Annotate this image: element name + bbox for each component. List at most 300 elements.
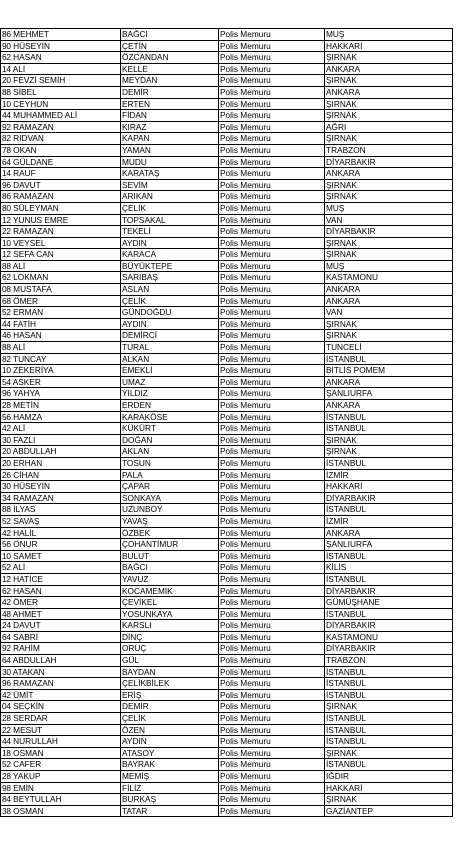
first-name: VEYSEL [13, 237, 46, 248]
surname-cell: ERİŞ [121, 689, 219, 701]
first-name: SÜLEYMAN [13, 202, 59, 213]
surname-cell: YAMAN [121, 144, 219, 156]
surname-cell: DEMİR [121, 86, 219, 98]
row-number: 26 [2, 469, 11, 480]
row-number: 08 [2, 284, 11, 295]
title-cell: Polis Memuru [219, 168, 325, 180]
surname-cell: ÇELİK [121, 202, 219, 214]
city-cell: İSTANBUL [325, 550, 453, 562]
table-row [1, 736, 453, 748]
title-cell: Polis Memuru [219, 736, 325, 748]
name-cell [1, 75, 121, 87]
table-row [1, 771, 453, 783]
name-cell [1, 805, 121, 817]
city-cell: İSTANBUL [325, 504, 453, 516]
first-name: ASKER [12, 376, 41, 387]
table-row [1, 620, 453, 632]
surname-cell: BULUT [121, 550, 219, 562]
city-cell: İSTANBUL [325, 608, 453, 620]
table-row [1, 307, 453, 319]
table-row [1, 446, 453, 458]
city-cell: ANKARA [325, 63, 453, 75]
row-number: 28 [2, 713, 11, 724]
city-cell: HAKKARİ [325, 782, 453, 794]
name-cell [1, 121, 121, 133]
row-number: 88 [2, 260, 11, 271]
city-cell: MUŞ [325, 29, 453, 41]
title-cell: Polis Memuru [219, 400, 325, 412]
surname-cell: MUDU [121, 156, 219, 168]
title-cell: Polis Memuru [219, 226, 325, 238]
city-cell: ANKARA [325, 86, 453, 98]
city-cell: GÜMÜŞHANE [325, 597, 453, 609]
first-name: NURULLAH [13, 736, 58, 747]
name-cell [1, 736, 121, 748]
first-name: RIDVAN [13, 133, 44, 144]
name-cell [1, 492, 121, 504]
city-cell: DİYARBAKIR [325, 156, 453, 168]
first-name: ERMAN [13, 307, 44, 318]
city-cell: İSTANBUL [325, 736, 453, 748]
table-row [1, 434, 453, 446]
city-cell: İSTANBUL [325, 689, 453, 701]
table-row [1, 481, 453, 493]
name-cell [1, 446, 121, 458]
title-cell: Polis Memuru [219, 191, 325, 203]
row-number: 10 [2, 98, 11, 109]
city-cell: DİYARBAKIR [325, 492, 453, 504]
surname-cell: KÜKÜRT [121, 423, 219, 435]
name-cell [1, 133, 121, 145]
city-cell: TRABZON [325, 655, 453, 667]
title-cell: Polis Memuru [219, 52, 325, 64]
city-cell: ANKARA [325, 284, 453, 296]
surname-cell: ÇELİK [121, 713, 219, 725]
row-number: 62 [2, 52, 11, 63]
name-cell [1, 63, 121, 75]
title-cell: Polis Memuru [219, 295, 325, 307]
first-name: SİBEL [13, 86, 37, 97]
table-row [1, 202, 453, 214]
table-row [1, 631, 453, 643]
title-cell: Polis Memuru [219, 724, 325, 736]
name-cell [1, 226, 121, 238]
surname-cell: YAVUZ [121, 573, 219, 585]
table-row [1, 562, 453, 574]
row-number: 52 [2, 307, 11, 318]
row-number: 46 [2, 330, 11, 341]
table-row [1, 689, 453, 701]
table-row [1, 365, 453, 377]
table-row [1, 794, 453, 806]
row-number: 54 [2, 376, 11, 387]
name-cell [1, 144, 121, 156]
row-number: 42 [2, 527, 11, 538]
name-cell [1, 713, 121, 725]
title-cell: Polis Memuru [219, 643, 325, 655]
city-cell: MUŞ [325, 202, 453, 214]
first-name: CAFER [13, 759, 42, 770]
row-number: 62 [2, 272, 11, 283]
city-cell: ŞIRNAK [325, 133, 453, 145]
title-cell: Polis Memuru [219, 492, 325, 504]
name-cell [1, 585, 121, 597]
city-cell: İSTANBUL [325, 411, 453, 423]
personnel-table [0, 28, 453, 817]
city-cell: ŞANLIURFA [325, 388, 453, 400]
surname-cell: YILDIZ [121, 388, 219, 400]
title-cell: Polis Memuru [219, 550, 325, 562]
name-cell [1, 747, 121, 759]
table-row [1, 156, 453, 168]
table-row [1, 86, 453, 98]
surname-cell: ERDEN [121, 400, 219, 412]
row-number: 30 [2, 481, 11, 492]
table-row [1, 237, 453, 249]
title-cell: Polis Memuru [219, 284, 325, 296]
title-cell: Polis Memuru [219, 504, 325, 516]
surname-cell: SEVİM [121, 179, 219, 191]
row-number: 22 [2, 226, 11, 237]
surname-cell: KOCAMEMİK [121, 585, 219, 597]
title-cell: Polis Memuru [219, 179, 325, 191]
surname-cell: MEYDAN [121, 75, 219, 87]
table-row [1, 411, 453, 423]
table-row [1, 759, 453, 771]
city-cell: TRABZON [325, 144, 453, 156]
row-number: 44 [2, 736, 11, 747]
row-number: 28 [2, 400, 11, 410]
table-row [1, 527, 453, 539]
first-name: RAMAZAN [13, 678, 54, 689]
name-cell [1, 562, 121, 574]
first-name: RAMAZAN [13, 121, 54, 132]
row-number: 20 [2, 75, 11, 86]
table-row [1, 330, 453, 342]
table-row [1, 121, 453, 133]
surname-cell: BÜYÜKTEPE [121, 260, 219, 272]
row-number: 56 [2, 539, 11, 550]
surname-cell: BURKAŞ [121, 794, 219, 806]
name-cell [1, 376, 121, 388]
table-row [1, 52, 453, 64]
table-row [1, 214, 453, 226]
first-name: CİHAN [13, 469, 39, 480]
name-cell [1, 400, 121, 412]
city-cell: ŞIRNAK [325, 52, 453, 64]
first-name: ATAKAN [12, 666, 45, 677]
name-cell [1, 156, 121, 168]
row-number: 92 [2, 643, 11, 654]
table-row [1, 144, 453, 156]
table-row [1, 585, 453, 597]
city-cell: DİYARBAKIR [325, 643, 453, 655]
name-cell [1, 631, 121, 643]
surname-cell: ÇEVİKEL [121, 597, 219, 609]
first-name: AHMET [12, 608, 42, 619]
table-row [1, 469, 453, 481]
title-cell: Polis Memuru [219, 40, 325, 52]
city-cell: İSTANBUL [325, 724, 453, 736]
row-number: 78 [2, 144, 11, 155]
title-cell: Polis Memuru [219, 782, 325, 794]
surname-cell: UZUNBOY [121, 504, 219, 516]
row-number: 96 [2, 678, 11, 689]
first-name: ALİ [12, 260, 26, 271]
city-cell: ŞIRNAK [325, 330, 453, 342]
surname-cell: DEMİR [121, 701, 219, 713]
surname-cell: YOSUNKAYA [121, 608, 219, 620]
name-cell [1, 179, 121, 191]
title-cell: Polis Memuru [219, 771, 325, 783]
surname-cell: ÇAPAR [121, 481, 219, 493]
row-number: 96 [2, 388, 11, 399]
title-cell: Polis Memuru [219, 307, 325, 319]
name-cell [1, 40, 121, 52]
surname-cell: ALKAN [121, 353, 219, 365]
name-cell [1, 504, 121, 516]
name-cell [1, 388, 121, 400]
row-number: 20 [2, 457, 11, 468]
surname-cell: ASLAN [121, 284, 219, 296]
surname-cell: KAPAN [121, 133, 219, 145]
title-cell: Polis Memuru [219, 631, 325, 643]
city-cell: ANKARA [325, 295, 453, 307]
surname-cell: ERTEN [121, 98, 219, 110]
name-cell [1, 202, 121, 214]
row-number: 82 [2, 133, 11, 144]
city-cell: AĞRI [325, 121, 453, 133]
table-row [1, 179, 453, 191]
first-name: SAVAŞ [13, 515, 40, 526]
first-name: MUHAMMED ALİ [13, 110, 78, 121]
surname-cell: ÖZBEK [121, 527, 219, 539]
first-name: METİN [13, 400, 39, 410]
row-number: 42 [2, 597, 11, 608]
title-cell: Polis Memuru [219, 527, 325, 539]
row-number: 64 [2, 655, 11, 666]
surname-cell: ATASOY [121, 747, 219, 759]
name-cell [1, 678, 121, 690]
row-number: 52 [2, 759, 11, 770]
title-cell: Polis Memuru [219, 29, 325, 41]
surname-cell: KIRAZ [121, 121, 219, 133]
table-row [1, 515, 453, 527]
first-name: ÖMER [13, 295, 39, 306]
first-name: HASAN [13, 585, 42, 596]
first-name: ZEKERİYA [13, 365, 54, 376]
first-name: SEFA CAN [13, 249, 54, 260]
city-cell: İSTANBUL [325, 713, 453, 725]
first-name: TUNCAY [13, 353, 47, 364]
first-name: FATİH [13, 318, 37, 329]
title-cell: Polis Memuru [219, 608, 325, 620]
row-number: 82 [2, 353, 11, 364]
surname-cell: BAYDAN [121, 666, 219, 678]
row-number: 64 [2, 631, 11, 642]
city-cell: ŞIRNAK [325, 191, 453, 203]
row-number: 14 [2, 63, 11, 74]
first-name: CEYHUN [13, 98, 49, 109]
personnel-table-body [1, 29, 453, 817]
row-number: 52 [2, 562, 11, 573]
title-cell: Polis Memuru [219, 411, 325, 423]
title-cell: Polis Memuru [219, 678, 325, 690]
title-cell: Polis Memuru [219, 423, 325, 435]
city-cell: ANKARA [325, 168, 453, 180]
first-name: MEHMET [13, 29, 50, 39]
surname-cell: ORUÇ [121, 643, 219, 655]
table-row [1, 782, 453, 794]
title-cell: Polis Memuru [219, 260, 325, 272]
surname-cell: PALA [121, 469, 219, 481]
row-number: 30 [2, 434, 11, 445]
first-name: OSMAN [13, 747, 44, 758]
surname-cell: BAĞCI [121, 562, 219, 574]
table-row [1, 747, 453, 759]
surname-cell: KELLE [121, 63, 219, 75]
table-row [1, 133, 453, 145]
table-row [1, 713, 453, 725]
name-cell [1, 724, 121, 736]
first-name: MESUT [13, 724, 43, 735]
first-name: RAMAZAN [13, 226, 54, 237]
city-cell: ŞIRNAK [325, 98, 453, 110]
city-cell: İSTANBUL [325, 666, 453, 678]
city-cell: ŞIRNAK [325, 110, 453, 122]
first-name: ABDULLAH [12, 446, 57, 457]
title-cell: Polis Memuru [219, 365, 325, 377]
name-cell [1, 423, 121, 435]
row-number: 88 [2, 504, 11, 515]
first-name: ALİ [12, 342, 26, 353]
first-name: ALİ [12, 423, 26, 434]
first-name: ALİ [12, 63, 26, 74]
row-number: 24 [2, 620, 11, 631]
city-cell: İZMİR [325, 515, 453, 527]
row-number: 64 [2, 156, 11, 167]
surname-cell: ARIKAN [121, 191, 219, 203]
surname-cell: BAYRAK [121, 759, 219, 771]
title-cell: Polis Memuru [219, 701, 325, 713]
city-cell: KASTAMONU [325, 631, 453, 643]
table-row [1, 272, 453, 284]
name-cell [1, 701, 121, 713]
name-cell [1, 620, 121, 632]
title-cell: Polis Memuru [219, 713, 325, 725]
title-cell: Polis Memuru [219, 434, 325, 446]
table-row [1, 400, 453, 412]
row-number: 96 [2, 179, 11, 190]
name-cell [1, 411, 121, 423]
title-cell: Polis Memuru [219, 110, 325, 122]
row-number: 38 [2, 805, 11, 816]
name-cell [1, 434, 121, 446]
title-cell: Polis Memuru [219, 249, 325, 261]
table-row [1, 666, 453, 678]
first-name: SAMET [13, 550, 42, 561]
title-cell: Polis Memuru [219, 689, 325, 701]
city-cell: DİYARBAKIR [325, 620, 453, 632]
title-cell: Polis Memuru [219, 666, 325, 678]
row-number: 88 [2, 342, 11, 353]
row-number: 10 [2, 550, 11, 561]
city-cell: MUŞ [325, 260, 453, 272]
row-number: 90 [2, 40, 11, 51]
row-number: 62 [2, 585, 11, 596]
name-cell [1, 168, 121, 180]
title-cell: Polis Memuru [219, 573, 325, 585]
first-name: ÖMER [13, 597, 39, 608]
name-cell [1, 284, 121, 296]
city-cell: ŞIRNAK [325, 446, 453, 458]
table-row [1, 608, 453, 620]
name-cell [1, 643, 121, 655]
title-cell: Polis Memuru [219, 457, 325, 469]
table-row [1, 805, 453, 817]
title-cell: Polis Memuru [219, 214, 325, 226]
first-name: SEÇKİN [13, 701, 45, 712]
city-cell: İSTANBUL [325, 353, 453, 365]
first-name: ERHAN [13, 457, 43, 468]
city-cell: ŞIRNAK [325, 237, 453, 249]
city-cell: KASTAMONU [325, 272, 453, 284]
name-cell [1, 214, 121, 226]
table-row [1, 98, 453, 110]
first-name: BEYTULLAH [13, 794, 62, 805]
surname-cell: SARIBAŞ [121, 272, 219, 284]
city-cell: ŞIRNAK [325, 434, 453, 446]
title-cell: Polis Memuru [219, 759, 325, 771]
table-row [1, 342, 453, 354]
row-number: 30 [2, 666, 11, 677]
first-name: ALİ [12, 562, 26, 573]
table-row [1, 260, 453, 272]
city-cell: KİLİS [325, 562, 453, 574]
surname-cell: ÇELİK [121, 295, 219, 307]
first-name: RAHİM [13, 643, 40, 654]
name-cell [1, 689, 121, 701]
surname-cell: ÇELİKBİLEK [121, 678, 219, 690]
surname-cell: BAĞCI [121, 29, 219, 41]
title-cell: Polis Memuru [219, 515, 325, 527]
name-cell [1, 573, 121, 585]
row-number: 84 [2, 794, 11, 805]
name-cell [1, 666, 121, 678]
row-number: 18 [2, 747, 11, 758]
city-cell: ŞIRNAK [325, 179, 453, 191]
first-name: HAMZA [13, 411, 43, 422]
city-cell: DİYARBAKIR [325, 585, 453, 597]
surname-cell: TATAR [121, 805, 219, 817]
name-cell [1, 771, 121, 783]
name-cell [1, 295, 121, 307]
first-name: EMİN [13, 782, 34, 793]
first-name: RAMAZAN [13, 492, 54, 503]
title-cell: Polis Memuru [219, 237, 325, 249]
surname-cell: KARAKÖSE [121, 411, 219, 423]
first-name: HALİL [13, 527, 37, 538]
row-number: 10 [2, 237, 11, 248]
city-cell: ŞIRNAK [325, 318, 453, 330]
city-cell: HAKKARİ [325, 40, 453, 52]
title-cell: Polis Memuru [219, 318, 325, 330]
name-cell [1, 330, 121, 342]
row-number: 12 [2, 249, 11, 260]
table-row [1, 724, 453, 736]
name-cell [1, 342, 121, 354]
first-name: RAUF [13, 168, 36, 179]
